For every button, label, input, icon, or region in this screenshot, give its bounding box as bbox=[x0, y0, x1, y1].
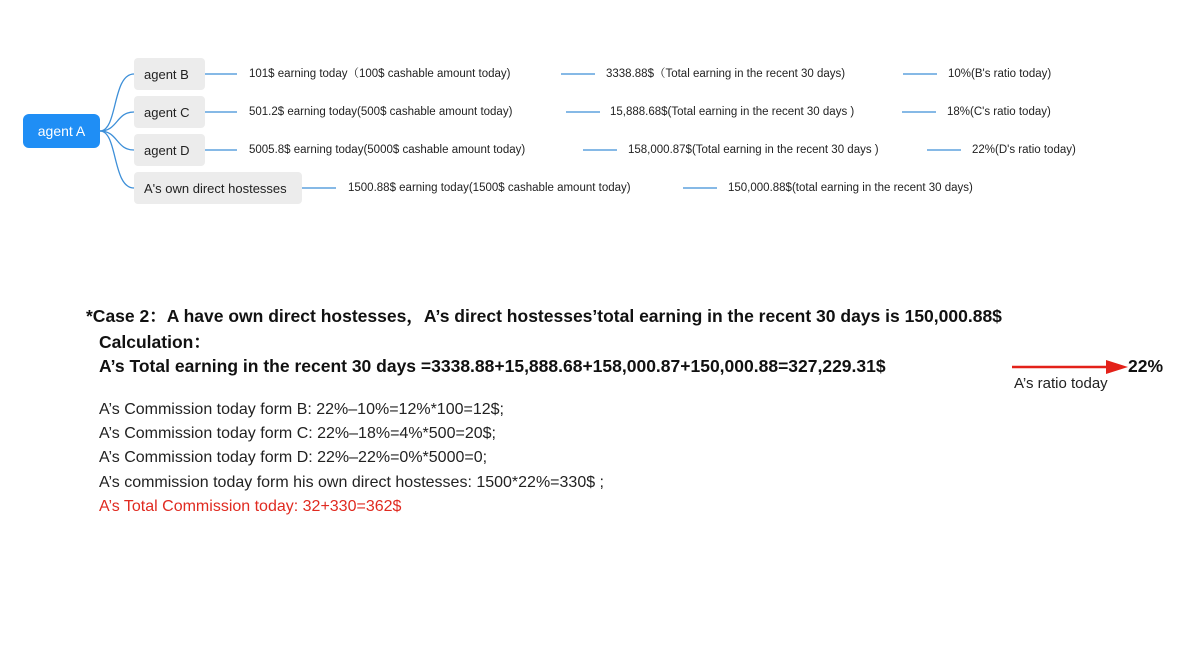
commission-from-b: A’s Commission today form B: 22%–10%=12%*100=12$; bbox=[99, 401, 504, 418]
branch-node-agent-b: agent B bbox=[134, 58, 205, 90]
branch-node-agent-d: agent D bbox=[134, 134, 205, 166]
commission-from-d: A’s Commission today form D: 22%–22%=0%*5000=0; bbox=[99, 449, 488, 466]
total-earning-line: A’s Total earning in the recent 30 days =3338.88+15,888.68+158,000.87+150,000.88=327,229.31$ bbox=[99, 356, 886, 376]
commission-from-own-hostesses: A’s commission today form his own direct hostesses: 1500*22%=330$ ; bbox=[99, 474, 604, 491]
branch-node-agent-c: agent C bbox=[134, 96, 205, 128]
own-hostesses-total-30-days: 150,000.88$(total earning in the recent 30 days) bbox=[728, 182, 973, 194]
connector-root-agent-d bbox=[100, 131, 134, 150]
calculation-label: Calculation： bbox=[99, 332, 211, 352]
agent-d-total-30-days: 158,000.87$(Total earning in the recent 30 days ) bbox=[628, 144, 879, 156]
ratio-note: A’s ratio today bbox=[1014, 375, 1108, 392]
branch-node-own-hostesses: A's own direct hostesses bbox=[134, 172, 302, 204]
agent-c-earning-today: 501.2$ earning today(500$ cashable amount today) bbox=[249, 106, 513, 118]
agent-d-earning-today: 5005.8$ earning today(5000$ cashable amount today) bbox=[249, 144, 526, 156]
agent-c-ratio: 18%(C's ratio today) bbox=[947, 106, 1051, 118]
agent-b-earning-today: 101$ earning today（100$ cashable amount today) bbox=[249, 68, 511, 80]
agent-d-ratio: 22%(D's ratio today) bbox=[972, 144, 1076, 156]
agent-b-total-30-days: 3338.88$（Total earning in the recent 30 days) bbox=[606, 68, 846, 80]
own-hostesses-earning-today: 1500.88$ earning today(1500$ cashable amount today) bbox=[348, 182, 631, 194]
connector-root-agent-c bbox=[100, 112, 134, 131]
commission-from-c: A’s Commission today form C: 22%–18%=4%*500=20$; bbox=[99, 425, 496, 442]
root-node-agent-a: agent A bbox=[23, 114, 100, 148]
total-commission: A’s Total Commission today: 32+330=362$ bbox=[99, 498, 402, 515]
agent-b-ratio: 10%(B's ratio today) bbox=[948, 68, 1052, 80]
case-2-title: *Case 2：A have own direct hostesses，A’s direct hostesses’total earning in the recent 30 days is 150,000.88$ bbox=[86, 306, 1002, 326]
agent-c-total-30-days: 15,888.68$(Total earning in the recent 30 days ) bbox=[610, 106, 855, 118]
ratio-arrow bbox=[1012, 360, 1128, 374]
ratio-value: 22% bbox=[1128, 356, 1164, 376]
